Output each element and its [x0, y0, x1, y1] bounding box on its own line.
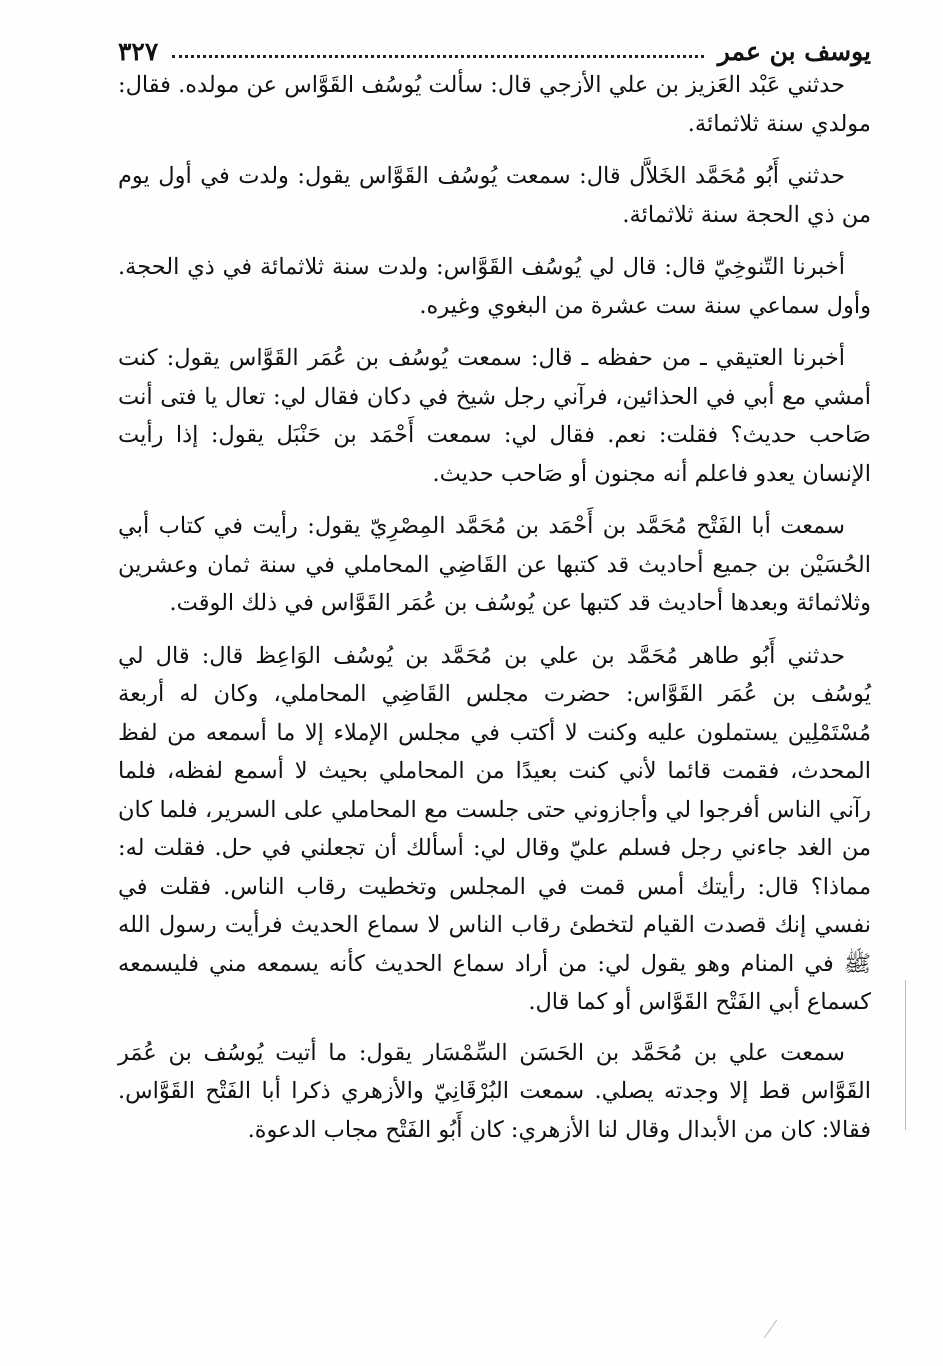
- scan-edge-mark: [905, 980, 906, 1130]
- scan-speck: [764, 1320, 777, 1339]
- paragraph: حدثني أَبُو مُحَمَّد الخَلاَّل قال: سمعت يُوسُف القَوَّاس يقول: ولدت في أول يوم من ذي الحجة سنة ثلاثمائة.: [118, 163, 871, 228]
- paragraph: سمعت أبا الفَتْح مُحَمَّد بن أَحْمَد بن مُحَمَّد المِصْرِيّ يقول: رأيت في كتاب أبي الحُسَيْن بن جميع أحاديث قد كتبها عن القَاضِي المحاملي في سنة ثمان وعشرين وثلاثمائة وبعدها أحاديث قد كتبها عن يُوسُف بن عُمَر القَوَّاس في ذلك الوقت.: [118, 513, 871, 616]
- paragraph: حدثني أَبُو طاهر مُحَمَّد بن علي بن مُحَمَّد بن يُوسُف الوَاعِظ قال: قال لي يُوسُف بن عُمَر القَوَّاس: حضرت مجلس القَاضِي المحاملي، وكان له أربعة مُسْتَمْلِين يستملون عليه وكنت لا أكتب في مجلس الإملاء إلا ما أسمعه من لفظ المحدث، فقمت قائما لأني كنت بعيدًا من المحاملي بحيث لا أسمع لفظه، فلما رآني الناس أفرجوا لي وأجازوني حتى جلست مع المحاملي على السرير، فلما كان من الغد جاءني رجل فسلم عليّ وقال لي: أسألك أن تجعلني في حل. فقلت له: مماذا؟ قال: رأيتك أمس قمت في المجلس وتخطيت رقاب الناس. فقلت في نفسي إنك قصدت القيام لتخطئ رقاب الناس لا سماع الحديث فرأيت رسول الله ﷺ في المنام وهو يقول لي: من أراد سماع الحديث كأنه يسمعه مني فليسمعه كسماع أبي الفَتْح القَوَّاس أو كما قال.: [118, 642, 871, 1015]
- paragraph: أخبرنا التّنوخِيّ قال: قال لي يُوسُف القَوَّاس: ولدت سنة ثلاثمائة في ذي الحجة. وأول سماعي سنة ست عشرة من البغوي وغيره.: [118, 254, 871, 319]
- dotted-leader: [172, 55, 703, 58]
- page-header: [118, 22, 871, 66]
- paragraph: سمعت علي بن مُحَمَّد بن الحَسَن السِّمْسَار يقول: ما أتيت يُوسُف بن عُمَر القَوَّاس قط إلا وجدته يصلي. سمعت البُرْقَانِيّ والأزهري ذكرا أبا الفَتْح القَوَّاس. فقالا: كان من الأبدال وقال لنا الأزهري: كان أَبُو الفَتْح مجاب الدعوة.: [118, 1039, 871, 1143]
- paragraph: حدثني عَبْد العَزيز بن علي الأزجي قال: سألت يُوسُف القَوَّاس عن مولده. فقال: مولدي سنة ثلاثمائة.: [118, 72, 871, 137]
- paragraph: أخبرنا العتيقي ـ من حفظه ـ قال: سمعت يُوسُف بن عُمَر القَوَّاس يقول: كنت أمشي مع أبي في الحذائين، فرآني رجل شيخ في دكان فقال لي: تعال يا فتى أنت صَاحب حديث؟ فقلت: نعم. فقال لي: سمعت أَحْمَد بن حَنْبَل يقول: إذا رأيت الإنسان يعدو فاعلم أنه مجنون أو صَاحب حديث.: [118, 345, 871, 487]
- main-text: [118, 66, 871, 1163]
- running-title: يوسف بن عمر: [717, 37, 871, 66]
- page-number: ٣٢٧: [118, 37, 159, 66]
